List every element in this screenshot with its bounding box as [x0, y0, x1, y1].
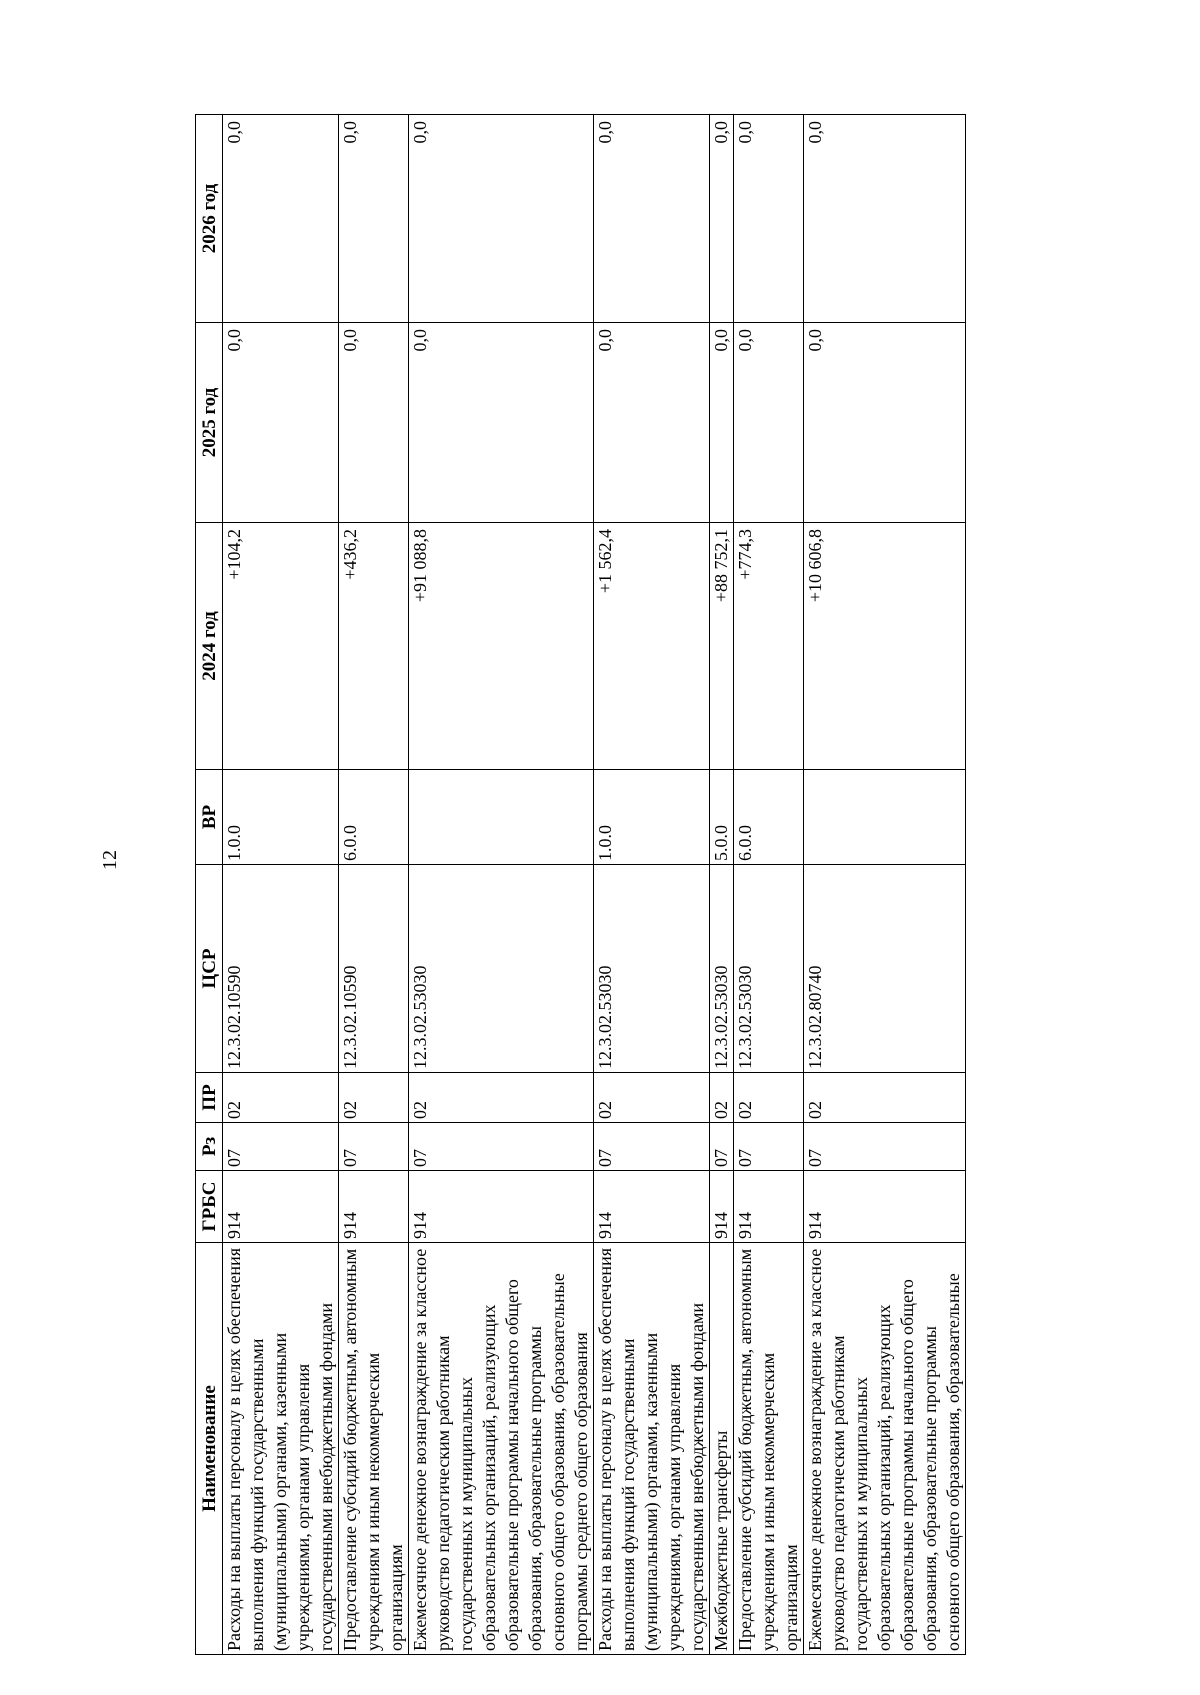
cell-vr: 6.0.0 [734, 770, 804, 865]
cell-vr: 6.0.0 [339, 770, 409, 865]
cell-2025: 0,0 [223, 323, 339, 523]
budget-table [195, 114, 966, 1655]
table-header-row [196, 115, 223, 1655]
cell-grbs: 914 [594, 1171, 710, 1243]
cell-rz: 07 [594, 1123, 710, 1171]
cell-pr: 02 [804, 1073, 966, 1123]
budget-table-container [195, 115, 1090, 1655]
cell-rz: 07 [223, 1123, 339, 1171]
cell-2026: 0,0 [594, 115, 710, 323]
cell-2026: 0,0 [804, 115, 966, 323]
cell-2025: 0,0 [409, 323, 594, 523]
cell-csr: 12.3.02.53030 [594, 865, 710, 1073]
cell-pr: 02 [339, 1073, 409, 1123]
col-header-2024: 2024 год [196, 523, 223, 770]
cell-name: Расходы на выплаты персоналу в целях обеспечения выполнения функций государственными (муниципальными) органами, казенными учреждениями, органами управления государственными внебюджетными фондами [594, 1243, 710, 1655]
cell-csr: 12.3.02.80740 [804, 865, 966, 1073]
table-row [804, 115, 966, 1655]
cell-rz: 07 [734, 1123, 804, 1171]
cell-2026: 0,0 [409, 115, 594, 323]
table-row [223, 115, 339, 1655]
cell-vr [409, 770, 594, 865]
cell-rz: 07 [409, 1123, 594, 1171]
cell-vr: 1.0.0 [223, 770, 339, 865]
cell-pr: 02 [223, 1073, 339, 1123]
cell-2026: 0,0 [710, 115, 734, 323]
table-row [594, 115, 710, 1655]
cell-csr: 12.3.02.10590 [339, 865, 409, 1073]
cell-grbs: 914 [339, 1171, 409, 1243]
table-row [734, 115, 804, 1655]
col-header-name: Наименование [196, 1243, 223, 1655]
col-header-2025: 2025 год [196, 323, 223, 523]
cell-2026: 0,0 [339, 115, 409, 323]
cell-grbs: 914 [710, 1171, 734, 1243]
cell-grbs: 914 [409, 1171, 594, 1243]
page-number: 12 [99, 850, 121, 870]
cell-vr: 5.0.0 [710, 770, 734, 865]
cell-2024: +1 562,4 [594, 523, 710, 770]
cell-pr: 02 [594, 1073, 710, 1123]
cell-grbs: 914 [223, 1171, 339, 1243]
cell-name: Ежемесячное денежное вознаграждение за классное руководство педагогическим работникам государственных и муниципальных образовательных организаций, реализующих образовательные программы начального общего образования, образовательные программы основного общего образования, образовательные [804, 1243, 966, 1655]
cell-vr: 1.0.0 [594, 770, 710, 865]
col-header-vr: ВР [196, 770, 223, 865]
cell-2026: 0,0 [734, 115, 804, 323]
col-header-2026: 2026 год [196, 115, 223, 323]
cell-2024: +10 606,8 [804, 523, 966, 770]
cell-2026: 0,0 [223, 115, 339, 323]
cell-2024: +104,2 [223, 523, 339, 770]
cell-name: Ежемесячное денежное вознаграждение за классное руководство педагогическим работникам государственных и муниципальных образовательных организаций, реализующих образовательные программы начального общего образования, образовательные программы основного общего образования, образовательные программы среднего общего образования [409, 1243, 594, 1655]
cell-name: Межбюджетные трансферты [710, 1243, 734, 1655]
cell-2024: +774,3 [734, 523, 804, 770]
cell-vr [804, 770, 966, 865]
cell-rz: 07 [710, 1123, 734, 1171]
cell-grbs: 914 [734, 1171, 804, 1243]
cell-2025: 0,0 [594, 323, 710, 523]
cell-grbs: 914 [804, 1171, 966, 1243]
cell-2024: +436,2 [339, 523, 409, 770]
cell-name: Предоставление субсидий бюджетным, автономным учреждениям и иным некоммерческим организациям [734, 1243, 804, 1655]
cell-pr: 02 [710, 1073, 734, 1123]
table-row [339, 115, 409, 1655]
col-header-csr: ЦСР [196, 865, 223, 1073]
cell-rz: 07 [339, 1123, 409, 1171]
table-row [710, 115, 734, 1655]
cell-2024: +88 752,1 [710, 523, 734, 770]
col-header-pr: ПР [196, 1073, 223, 1123]
cell-csr: 12.3.02.10590 [223, 865, 339, 1073]
cell-2025: 0,0 [339, 323, 409, 523]
cell-csr: 12.3.02.53030 [734, 865, 804, 1073]
cell-pr: 02 [409, 1073, 594, 1123]
table-row [409, 115, 594, 1655]
cell-name: Предоставление субсидий бюджетным, автономным учреждениям и иным некоммерческим организациям [339, 1243, 409, 1655]
cell-pr: 02 [734, 1073, 804, 1123]
cell-name: Расходы на выплаты персоналу в целях обеспечения выполнения функций государственными (муниципальными) органами, казенными учреждениями, органами управления государственными внебюджетными фондами [223, 1243, 339, 1655]
col-header-grbs: ГРБС [196, 1171, 223, 1243]
cell-2025: 0,0 [804, 323, 966, 523]
cell-rz: 07 [804, 1123, 966, 1171]
cell-csr: 12.3.02.53030 [409, 865, 594, 1073]
cell-2025: 0,0 [710, 323, 734, 523]
col-header-rz: Рз [196, 1123, 223, 1171]
cell-csr: 12.3.02.53030 [710, 865, 734, 1073]
cell-2024: +91 088,8 [409, 523, 594, 770]
cell-2025: 0,0 [734, 323, 804, 523]
